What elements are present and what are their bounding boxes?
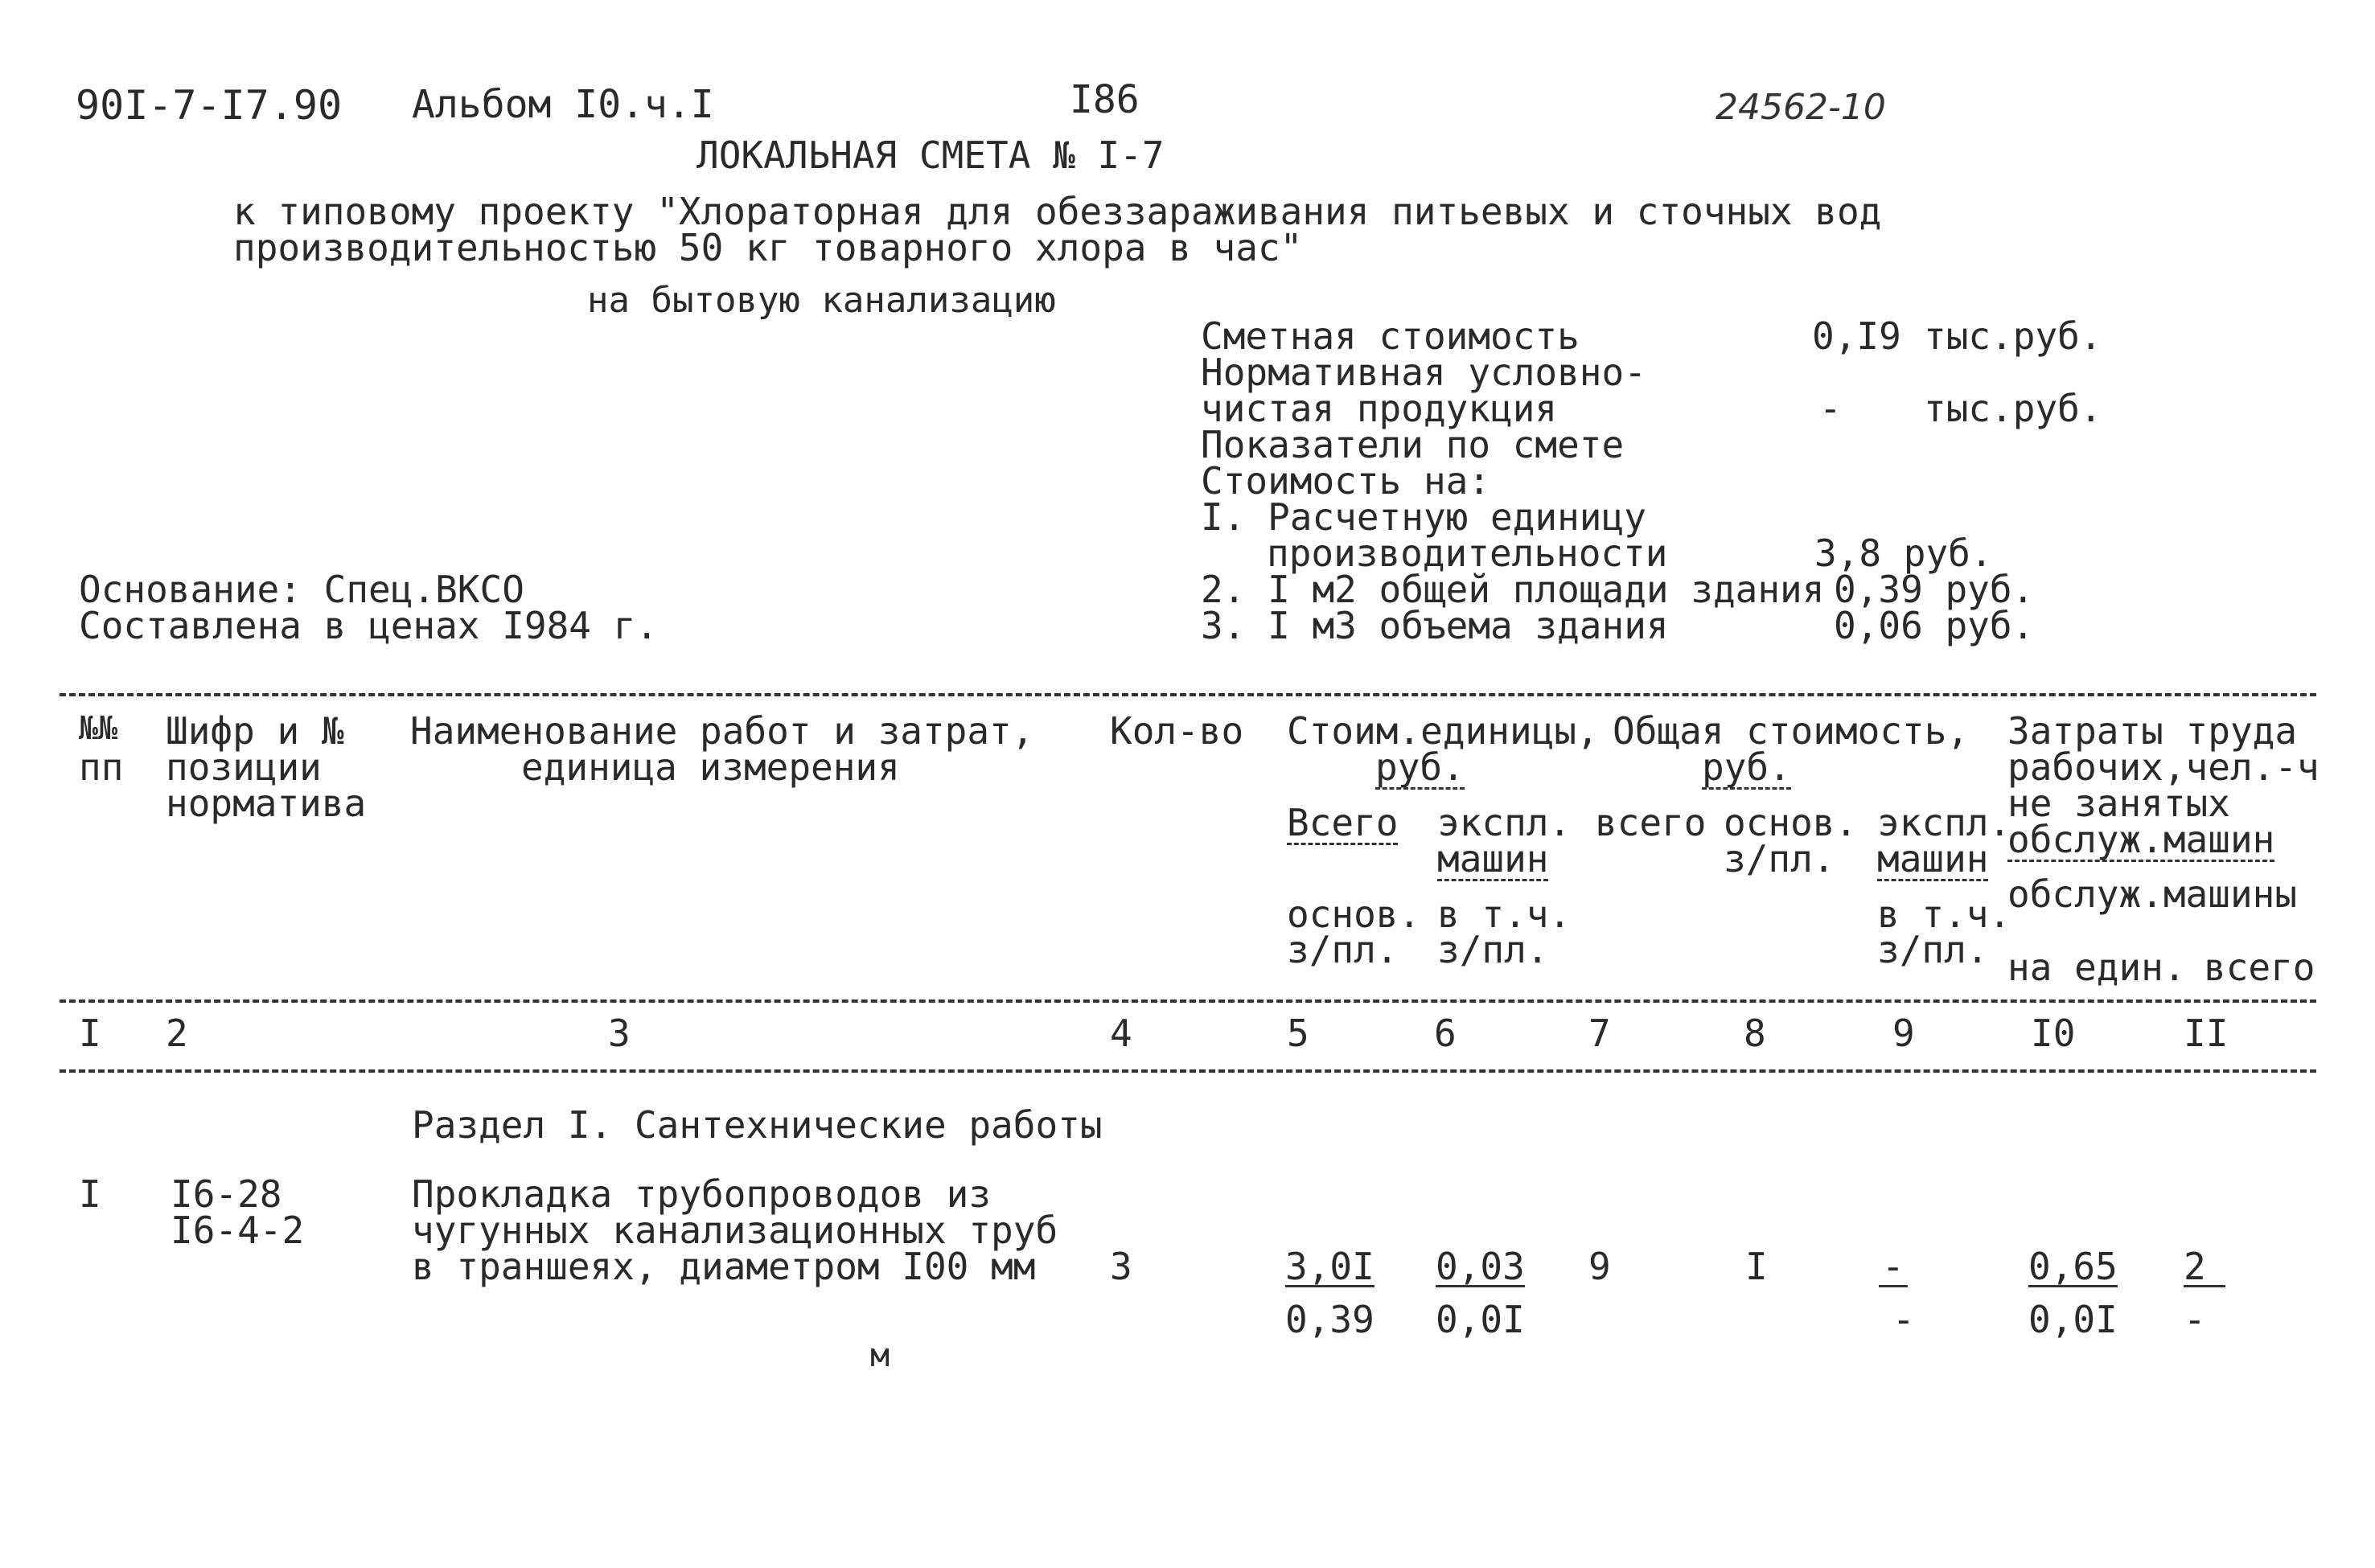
document-code: 90I-7-I7.90 <box>76 82 343 129</box>
column-number-6: 6 <box>1434 1012 1457 1055</box>
indicator-1-label-1: I. Расчетную единицу <box>1201 495 1646 539</box>
header-labor-2: рабочих,чел.-ч <box>2007 745 2320 789</box>
header-total-incl-1: в т.ч. <box>1877 893 2011 936</box>
row-unit: м <box>870 1337 890 1374</box>
row-unit-machine: 0,03 <box>1436 1245 1525 1288</box>
indicator-1-label-2: производительности <box>1267 532 1668 575</box>
document-title: ЛОКАЛЬНАЯ СМЕТА № I-7 <box>696 133 1165 177</box>
header-total-all: всего <box>1595 801 1707 844</box>
header-labor-total: всего <box>2204 946 2315 989</box>
indicator-3-label: 3. I м3 объема здания <box>1201 604 1669 647</box>
row-name-1: Прокладка трубопроводов из <box>412 1172 992 1216</box>
header-total-machine-2: машин <box>1877 837 1989 880</box>
column-number-5: 5 <box>1287 1012 1309 1055</box>
row-labor-total-machine: - <box>2184 1298 2206 1341</box>
row-name-2: чугунных канализационных труб <box>412 1209 1058 1252</box>
header-labor-3: не занятых <box>2007 782 2230 825</box>
header-name-2: единица измерения <box>521 745 900 789</box>
normative-value: - <box>1819 387 1842 430</box>
row-unit-machine-wage: 0,0I <box>1436 1298 1525 1341</box>
row-total-basic: I <box>1745 1245 1768 1288</box>
page-number: I86 <box>1070 77 1140 122</box>
row-labor-total: 2 <box>2184 1248 2225 1287</box>
normative-unit: тыс.руб. <box>1924 387 2102 430</box>
header-bottom-rule <box>60 999 2316 1003</box>
header-code-1: Шифр и № <box>166 709 344 753</box>
section-title: Раздел I. Сантехнические работы <box>412 1103 1103 1147</box>
indicators-label: Показатели по смете <box>1201 423 1625 466</box>
row-quantity: 3 <box>1110 1245 1132 1288</box>
column-number-2: 2 <box>166 1012 188 1055</box>
header-code-3: норматива <box>166 782 367 825</box>
header-labor-5: обслуж.машины <box>2007 872 2298 916</box>
row-total-machine: - <box>1879 1248 1908 1287</box>
header-code-2: позиции <box>166 745 322 789</box>
header-unit-incl-1: в т.ч. <box>1437 893 1572 936</box>
normative-label-2: чистая продукция <box>1201 387 1558 430</box>
header-total-cost-2: руб. <box>1702 745 1791 789</box>
indicator-2-value: 0,39 руб. <box>1834 568 2035 611</box>
row-code-2: I6-4-2 <box>171 1209 305 1252</box>
header-labor-per-unit: на един. <box>2007 946 2186 989</box>
header-name-1: Наименование работ и затрат, <box>410 709 1034 753</box>
row-labor-per-unit: 0,65 <box>2028 1245 2118 1288</box>
indicator-3-value: 0,06 руб. <box>1834 604 2035 647</box>
header-number-1: №№ <box>79 710 118 747</box>
indicator-1-value: 3,8 руб. <box>1814 532 1993 575</box>
row-name-3: в траншеях, диаметром I00 мм <box>412 1245 1036 1288</box>
column-number-3: 3 <box>608 1012 631 1055</box>
indicator-2-label: 2. I м2 общей площади здания <box>1201 568 1825 611</box>
normative-label-1: Нормативная условно- <box>1201 351 1646 394</box>
column-number-rule <box>60 1069 2316 1073</box>
header-total-incl-2: з/пл. <box>1877 928 1989 971</box>
header-total-basic-2: з/пл. <box>1724 837 1835 880</box>
column-number-8: 8 <box>1744 1012 1766 1055</box>
archive-number: 24562-10 <box>1716 87 1886 128</box>
prices-text: Составлена в ценах I984 г. <box>79 604 659 647</box>
column-number-4: 4 <box>1110 1012 1132 1055</box>
column-number-7: 7 <box>1588 1012 1611 1055</box>
header-unit-basic-2: з/пл. <box>1287 928 1399 971</box>
column-number-9: 9 <box>1892 1012 1915 1055</box>
header-total-basic-1: основ. <box>1724 801 1858 844</box>
table-top-rule <box>60 693 2316 696</box>
header-unit-all: Всего <box>1287 801 1399 844</box>
row-number: I <box>79 1172 101 1216</box>
estimate-cost-value: 0,I9 <box>1812 314 1901 358</box>
column-number-10: I0 <box>2031 1012 2076 1055</box>
row-labor-per-unit-machine: 0,0I <box>2028 1298 2118 1341</box>
object-name: на бытовую канализацию <box>587 280 1056 321</box>
row-unit-basic-wage: 0,39 <box>1285 1298 1374 1341</box>
estimate-cost-label: Сметная стоимость <box>1201 314 1580 358</box>
header-total-machine-1: экспл. <box>1877 801 2011 844</box>
header-unit-cost-1: Стоим.единицы, <box>1287 709 1599 753</box>
column-number-11: II <box>2184 1012 2229 1055</box>
header-unit-cost-2: руб. <box>1375 745 1465 789</box>
header-number-2: пп <box>79 745 124 789</box>
album-label: Альбом I0.ч.I <box>412 82 714 127</box>
column-number-1: I <box>79 1012 101 1055</box>
header-unit-basic-1: основ. <box>1287 893 1421 936</box>
cost-per-label: Стоимость на: <box>1201 459 1491 503</box>
row-unit-total: 3,0I <box>1285 1245 1374 1288</box>
subtitle-line-2: производительностью 50 кг товарного хлора в час" <box>233 226 1303 269</box>
header-unit-machine-1: экспл. <box>1437 801 1572 844</box>
header-unit-machine-2: машин <box>1437 837 1549 880</box>
header-total-cost-1: Общая стоимость, <box>1613 709 1970 753</box>
row-total-all: 9 <box>1588 1245 1611 1288</box>
header-labor-4: обслуж.машин <box>2007 818 2275 861</box>
header-unit-incl-2: з/пл. <box>1437 928 1549 971</box>
basis-text: Основание: Спец.ВКСО <box>79 568 524 611</box>
header-quantity: Кол-во <box>1110 709 1244 753</box>
row-total-machine-wage: - <box>1892 1298 1915 1341</box>
row-code-1: I6-28 <box>171 1172 282 1216</box>
header-labor-1: Затраты труда <box>2007 709 2298 753</box>
estimate-cost-unit: тыс.руб. <box>1924 314 2102 358</box>
subtitle-line-1: к типовому проекту "Хлораторная для обеззараживания питьевых и сточных вод <box>233 190 1882 233</box>
